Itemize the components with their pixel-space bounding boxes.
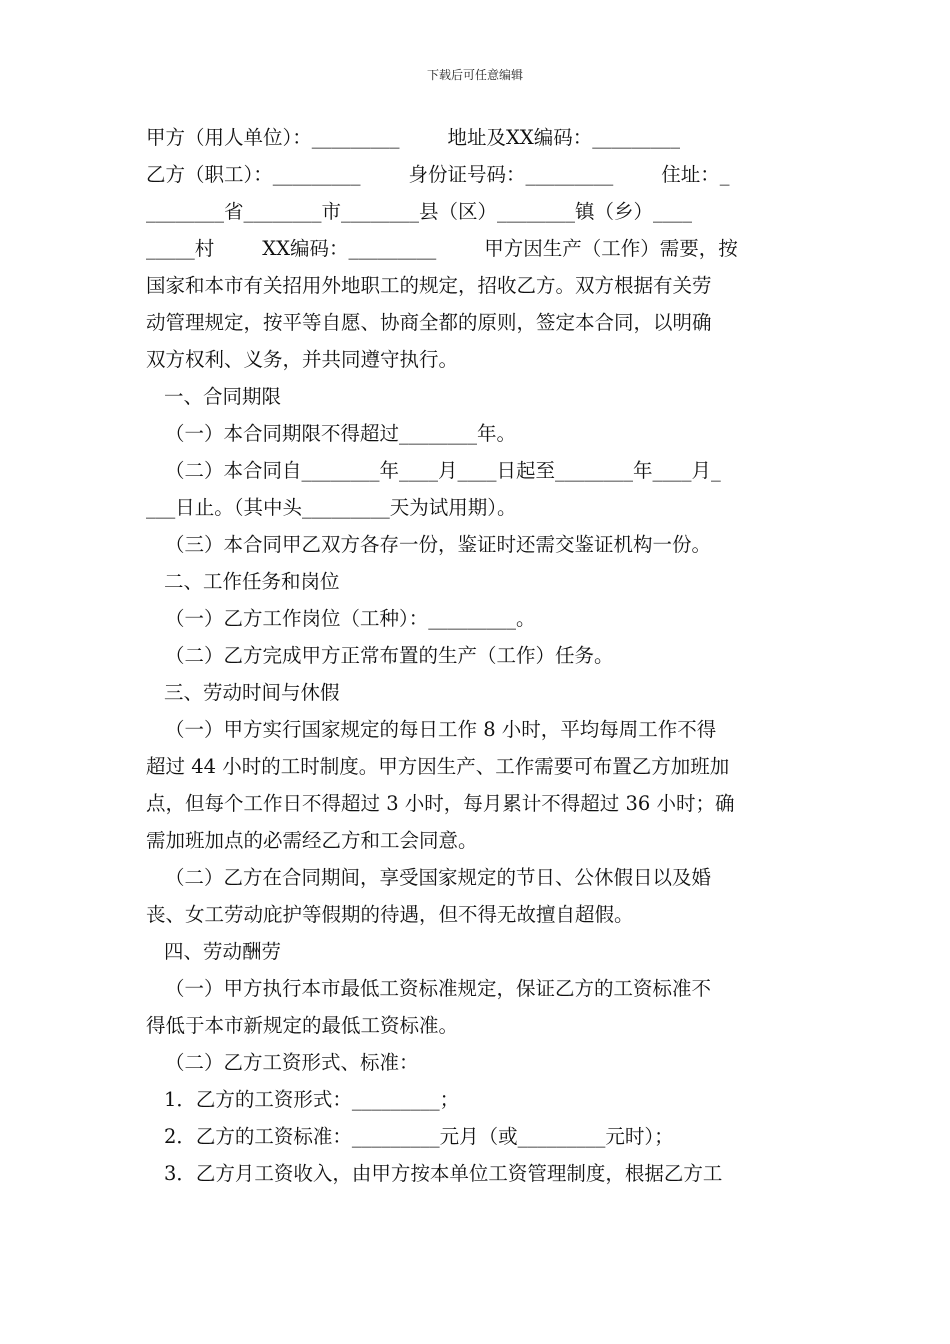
text-segment: 需加班加点的必需经乙方和工会同意。 (146, 829, 478, 852)
text-segment: 丧、女工劳动庇护等假期的待遇，但不得无故擅自超假。 (146, 903, 634, 926)
text-segment: 1．乙方的工资形式：_________； (164, 1088, 460, 1111)
text-segment: （一）乙方工作岗位（工种）：_________。 (165, 607, 536, 630)
text-line (146, 822, 806, 859)
text-segment: （一）本合同期限不得超过________年。 (165, 422, 517, 445)
text-line (146, 489, 806, 526)
text-segment: 地址及XX编码：_________ (447, 126, 681, 149)
text-line (146, 637, 806, 674)
text-segment: 甲方（用人单位）：_________ (146, 126, 400, 149)
text-line (146, 785, 806, 822)
contract-body (146, 119, 806, 1192)
text-segment: （一）甲方实行国家规定的每日工作 8 小时，平均每周工作不得 (165, 718, 717, 741)
text-segment: 超过 44 小时的工时制度。甲方因生产、工作需要可布置乙方加班加 (146, 755, 730, 778)
text-line (146, 600, 806, 637)
text-line (146, 230, 806, 267)
text-line (146, 674, 806, 711)
text-line (146, 156, 806, 193)
text-segment: _____村 (146, 237, 215, 260)
text-segment: （二）乙方工资形式、标准： (165, 1051, 419, 1074)
text-line (146, 1081, 806, 1118)
text-line (146, 711, 806, 748)
text-segment: （一）甲方执行本市最低工资标准规定，保证乙方的工资标准不 (165, 977, 712, 1000)
text-line (146, 193, 806, 230)
text-line (146, 970, 806, 1007)
text-segment: XX编码：_________ (262, 237, 437, 260)
text-line (146, 933, 806, 970)
text-segment: （二）乙方在合同期间，享受国家规定的节日、公休假日以及婚 (165, 866, 712, 889)
text-segment: （三）本合同甲乙双方各存一份，鉴证时还需交鉴证机构一份。 (165, 533, 712, 556)
text-segment: 3．乙方月工资收入，由甲方按本单位工资管理制度，根据乙方工 (164, 1162, 723, 1185)
page-header-note: 下载后可任意编辑 (426, 68, 523, 82)
text-line (146, 119, 806, 156)
text-line (146, 267, 806, 304)
text-line (146, 1044, 806, 1081)
text-line (146, 1155, 806, 1192)
text-segment: 国家和本市有关招用外地职工的规定，招收乙方。双方根据有关劳 (146, 274, 712, 297)
text-segment: 二、工作任务和岗位 (164, 570, 340, 593)
text-line (146, 304, 806, 341)
text-segment: （二）本合同自________年____月____日起至________年____月_ (165, 459, 721, 482)
text-segment: ________省________市________县（区）________镇（乡）____ (146, 200, 693, 223)
text-segment: 住址：_ (661, 163, 730, 186)
text-segment: 四、劳动酬劳 (164, 940, 282, 963)
text-segment: 三、劳动时间与休假 (164, 681, 340, 704)
text-line (146, 563, 806, 600)
text-line (146, 341, 806, 378)
text-line (146, 378, 806, 415)
text-segment: 2．乙方的工资标准：_________元月（或_________元时）； (164, 1125, 674, 1148)
text-line (146, 859, 806, 896)
text-line (146, 526, 806, 563)
text-segment: ___日止。（其中头_________天为试用期）。 (146, 496, 517, 519)
text-segment: 动管理规定，按平等自愿、协商全都的原则，签定本合同，以明确 (146, 311, 712, 334)
text-segment: 甲方因生产（工作）需要，按 (484, 237, 738, 260)
text-segment: （二）乙方完成甲方正常布置的生产（工作）任务。 (165, 644, 614, 667)
text-line (146, 1007, 806, 1044)
text-segment: 点，但每个工作日不得超过 3 小时，每月累计不得超过 36 小时；确 (146, 792, 735, 815)
text-line (146, 896, 806, 933)
text-segment: 身份证号码：_________ (408, 163, 614, 186)
text-line (146, 415, 806, 452)
text-line (146, 748, 806, 785)
text-segment: 一、合同期限 (164, 385, 282, 408)
text-segment: 得低于本市新规定的最低工资标准。 (146, 1014, 459, 1037)
text-segment: 双方权利、义务，并共同遵守执行。 (146, 348, 459, 371)
text-segment: 乙方（职工）：_________ (146, 163, 361, 186)
text-line (146, 1118, 806, 1155)
text-line (146, 452, 806, 489)
